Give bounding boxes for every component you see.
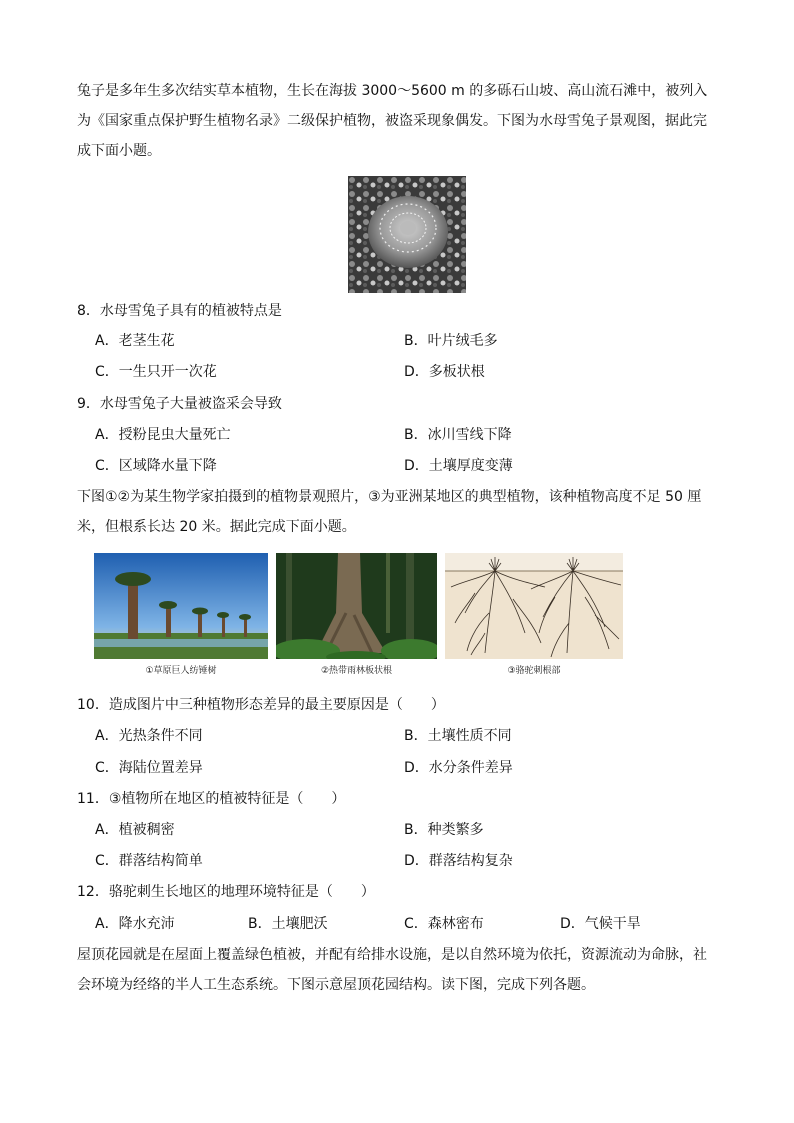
caption-rainforest: ②热带雨林板状根	[320, 666, 393, 676]
intro-paragraph-3: 屋顶花园就是在屋面上覆盖绿色植被，并配有给排水设施，是以自然环境为依托，资源流动为命脉，社会环境为经络的半人工生态系统。下图示意屋顶花园结构。读下图，完成下列各题。	[77, 947, 707, 993]
baobab-photo	[94, 553, 268, 659]
q11-option-d[interactable]: D．群落结构复杂	[404, 853, 513, 869]
q9-option-c[interactable]: C．区域降水量下降	[95, 458, 217, 474]
intro-paragraph-2: 下图①②为某生物学家拍摄到的植物景观照片，③为亚洲某地区的典型植物，该种植物高度不足 50 厘米，但根系长达 20 米。据此完成下面小题。	[77, 489, 702, 535]
q11-option-b[interactable]: B．种类繁多	[404, 822, 484, 838]
rainforest-photo	[276, 553, 437, 659]
q10-option-a[interactable]: A．光热条件不同	[95, 728, 203, 744]
q8-option-b[interactable]: B．叶片绒毛多	[404, 333, 498, 349]
q12-option-c[interactable]: C．森林密布	[404, 916, 484, 932]
q9-option-d[interactable]: D．土壤厚度变薄	[404, 458, 513, 474]
intro-paragraph-1: 兔子是多年生多次结实草本植物，生长在海拔 3000～5600 m 的多砾石山坡、高山流石滩中，被列入为《国家重点保护野生植物名录》二级保护植物，被盗采现象偶发。下图为水母雪兔子景观图，据此完成下面小题。	[77, 83, 708, 159]
caption-camelthorn: ③骆驼刺根部	[507, 666, 561, 676]
question-11-stem: 11．③植物所在地区的植被特征是（ ）	[77, 791, 346, 807]
q9-option-b[interactable]: B．冰川雪线下降	[404, 427, 512, 443]
q9-option-a[interactable]: A．授粉昆虫大量死亡	[95, 427, 231, 443]
q10-option-d[interactable]: D．水分条件差异	[404, 760, 513, 776]
q8-option-a[interactable]: A．老茎生花	[95, 333, 175, 349]
question-12-stem: 12．骆驼刺生长地区的地理环境特征是（ ）	[77, 884, 375, 900]
caption-baobab: ①草原巨人纺锤树	[145, 666, 217, 676]
snow-rabbit-photo	[348, 176, 466, 293]
q11-option-c[interactable]: C．群落结构简单	[95, 853, 203, 869]
question-9-stem: 9．水母雪兔子大量被盗采会导致	[77, 396, 282, 412]
question-8-stem: 8．水母雪兔子具有的植被特点是	[77, 303, 282, 319]
q8-option-c[interactable]: C．一生只开一次花	[95, 364, 217, 380]
q12-option-a[interactable]: A．降水充沛	[95, 916, 175, 932]
q12-option-d[interactable]: D．气候干旱	[560, 916, 641, 932]
q10-option-c[interactable]: C．海陆位置差异	[95, 760, 203, 776]
q8-option-d[interactable]: D．多板状根	[404, 364, 485, 380]
q11-option-a[interactable]: A．植被稠密	[95, 822, 175, 838]
q10-option-b[interactable]: B．土壤性质不同	[404, 728, 512, 744]
q12-option-b[interactable]: B．土壤肥沃	[248, 916, 328, 932]
question-10-stem: 10．造成图片中三种植物形态差异的最主要原因是（ ）	[77, 697, 445, 713]
camelthorn-root-drawing	[445, 553, 623, 659]
